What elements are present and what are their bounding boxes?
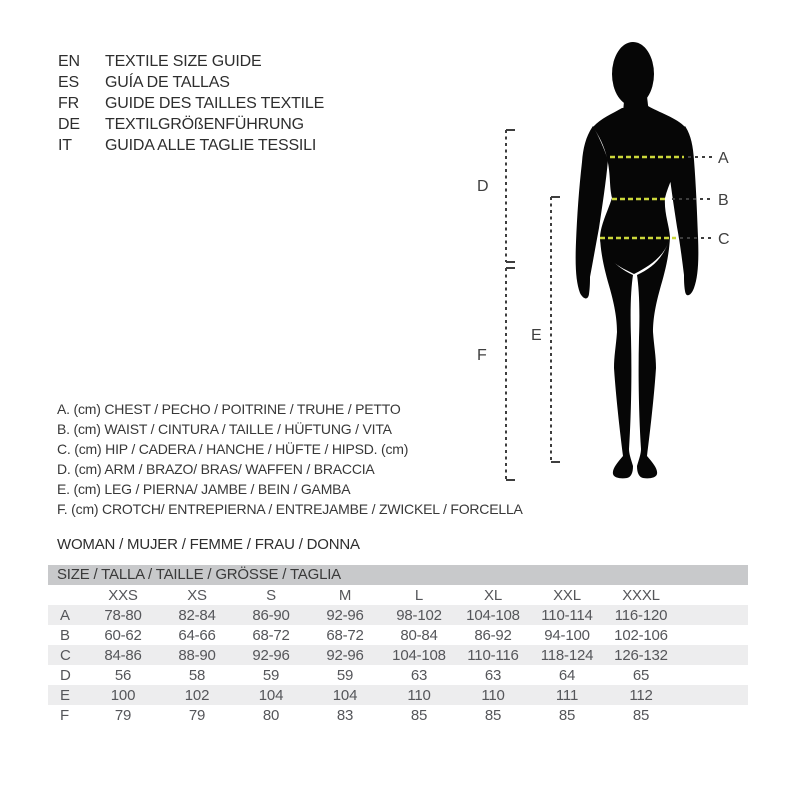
size-col-xxl: XXL bbox=[553, 586, 581, 604]
table-cell: 80 bbox=[262, 706, 280, 724]
size-col-xxxl: XXXL bbox=[622, 586, 660, 604]
table-cell: 111 bbox=[555, 686, 579, 704]
silhouette-right-leg bbox=[637, 237, 670, 478]
table-cell: 63 bbox=[410, 666, 428, 684]
leg-label: E bbox=[531, 327, 542, 344]
table-cell: 85 bbox=[632, 706, 650, 724]
size-col-xxs: XXS bbox=[108, 586, 138, 604]
table-cell bbox=[678, 705, 748, 725]
hip-label: C bbox=[718, 231, 730, 248]
size-table bbox=[48, 565, 748, 725]
table-cell: 100 bbox=[110, 686, 136, 704]
table-cell: 65 bbox=[632, 666, 650, 684]
table-row-waist bbox=[48, 625, 748, 645]
silhouette-left-arm bbox=[576, 126, 608, 298]
table-cell: 92-96 bbox=[326, 606, 364, 624]
size-col-xs: XS bbox=[187, 586, 207, 604]
size-col-l: L bbox=[414, 586, 424, 604]
size-col-m: M bbox=[338, 586, 352, 604]
legend-item-arm: D. (cm) ARM / BRAZO/ BRAS/ WAFFEN / BRACCIA bbox=[57, 461, 375, 477]
row-label: E bbox=[60, 686, 70, 704]
lang-row-es bbox=[58, 72, 324, 93]
measurement-legend bbox=[57, 399, 523, 519]
table-cell bbox=[678, 665, 748, 685]
table-cell: 86-90 bbox=[252, 606, 290, 624]
lang-code: DE bbox=[58, 116, 80, 133]
legend-item-chest: A. (cm) CHEST / PECHO / POITRINE / TRUHE / PETTO bbox=[57, 401, 401, 417]
table-cell: 78-80 bbox=[104, 606, 142, 624]
lang-row-en bbox=[58, 51, 324, 72]
table-cell: 110-114 bbox=[541, 606, 593, 624]
lang-code: EN bbox=[58, 53, 80, 70]
table-row-arm bbox=[48, 665, 748, 685]
table-cell bbox=[678, 585, 748, 605]
table-cell: 104 bbox=[332, 686, 358, 704]
table-cell: 102-106 bbox=[614, 626, 668, 644]
table-cell: 94-100 bbox=[544, 626, 590, 644]
table-cell bbox=[678, 605, 748, 625]
lang-label: TEXTILGRÖßENFÜHRUNG bbox=[105, 116, 304, 133]
table-cell: 64-66 bbox=[178, 626, 216, 644]
row-label: C bbox=[60, 646, 71, 664]
lang-row-fr bbox=[58, 93, 324, 114]
lang-row-it bbox=[58, 135, 324, 156]
table-cell: 92-96 bbox=[252, 646, 290, 664]
table-cell: 126-132 bbox=[614, 646, 668, 664]
table-cell: 112 bbox=[629, 686, 653, 704]
table-cell: 104-108 bbox=[392, 646, 446, 664]
table-cell bbox=[678, 645, 748, 665]
table-cell bbox=[48, 585, 86, 605]
lang-code: FR bbox=[58, 95, 79, 112]
legend-item-waist: B. (cm) WAIST / CINTURA / TAILLE / HÜFTUNG / VITA bbox=[57, 421, 392, 437]
table-cell: 68-72 bbox=[252, 626, 290, 644]
chest-label: A bbox=[718, 150, 729, 167]
legend-item-hip: C. (cm) HIP / CADERA / HANCHE / HÜFTE / HIPSD. (cm) bbox=[57, 441, 409, 457]
table-row-crotch bbox=[48, 705, 748, 725]
table-cell: 118-124 bbox=[540, 646, 594, 664]
leg-measure-bracket bbox=[551, 197, 560, 462]
table-cell: 59 bbox=[262, 666, 280, 684]
table-cell: 84-86 bbox=[104, 646, 142, 664]
table-cell: 98-102 bbox=[396, 606, 442, 624]
table-cell bbox=[678, 685, 748, 705]
table-cell: 104-108 bbox=[466, 606, 520, 624]
size-col-s: S bbox=[266, 586, 276, 604]
row-label: B bbox=[60, 626, 70, 644]
table-cell: 60-62 bbox=[104, 626, 142, 644]
lang-label: GUIDE DES TAILLES TEXTILE bbox=[105, 95, 325, 112]
table-cell: 83 bbox=[336, 706, 354, 724]
size-table-header: SIZE / TALLA / TAILLE / GRÖSSE / TAGLIA bbox=[48, 565, 748, 585]
lang-label: TEXTILE SIZE GUIDE bbox=[105, 53, 262, 70]
lang-code: IT bbox=[58, 137, 72, 154]
waist-label: B bbox=[718, 192, 729, 209]
table-cell: 92-96 bbox=[326, 646, 364, 664]
table-cell: 85 bbox=[410, 706, 428, 724]
lang-code: ES bbox=[58, 74, 79, 91]
table-cell: 85 bbox=[558, 706, 576, 724]
table-row-chest bbox=[48, 605, 748, 625]
table-cell: 64 bbox=[558, 666, 576, 684]
table-cell: 110 bbox=[407, 686, 431, 704]
table-cell bbox=[678, 625, 748, 645]
table-cell: 110 bbox=[481, 686, 505, 704]
table-cell: 58 bbox=[188, 666, 206, 684]
table-row-hip bbox=[48, 645, 748, 665]
table-cell: 82-84 bbox=[178, 606, 216, 624]
table-cell: 110-116 bbox=[467, 646, 519, 664]
size-col-xl: XL bbox=[484, 586, 502, 604]
lang-label: GUÍA DE TALLAS bbox=[105, 74, 230, 91]
row-label: A bbox=[60, 606, 70, 624]
row-label: D bbox=[60, 666, 71, 684]
table-cell: 86-92 bbox=[474, 626, 512, 644]
size-header-row bbox=[48, 585, 748, 605]
table-cell: 68-72 bbox=[326, 626, 364, 644]
table-cell: 63 bbox=[484, 666, 502, 684]
table-cell: 79 bbox=[188, 706, 206, 724]
arm-label: D bbox=[477, 178, 489, 195]
table-cell: 79 bbox=[114, 706, 132, 724]
lang-row-de bbox=[58, 114, 324, 135]
table-cell: 88-90 bbox=[178, 646, 216, 664]
silhouette-torso bbox=[593, 106, 685, 274]
silhouette-left-leg bbox=[600, 237, 633, 478]
language-title-block bbox=[58, 51, 324, 156]
table-cell: 116-120 bbox=[614, 606, 668, 624]
table-cell: 104 bbox=[258, 686, 284, 704]
silhouette-right-arm bbox=[668, 126, 698, 295]
row-label: F bbox=[60, 706, 69, 724]
woman-silhouette bbox=[576, 42, 699, 478]
table-cell: 80-84 bbox=[400, 626, 438, 644]
crotch-label: F bbox=[477, 347, 487, 364]
table-cell: 85 bbox=[484, 706, 502, 724]
legend-item-crotch: F. (cm) CROTCH/ ENTREPIERNA / ENTREJAMBE / ZWICKEL / FORCELLA bbox=[57, 501, 523, 517]
table-cell: 102 bbox=[184, 686, 210, 704]
table-row-leg bbox=[48, 685, 748, 705]
gender-title: WOMAN / MUJER / FEMME / FRAU / DONNA bbox=[57, 536, 360, 553]
table-cell: 59 bbox=[336, 666, 354, 684]
lang-label: GUIDA ALLE TAGLIE TESSILI bbox=[105, 137, 317, 154]
table-cell: 56 bbox=[114, 666, 132, 684]
arm-measure-bracket bbox=[506, 130, 515, 262]
legend-item-leg: E. (cm) LEG / PIERNA/ JAMBE / BEIN / GAMBA bbox=[57, 481, 351, 497]
